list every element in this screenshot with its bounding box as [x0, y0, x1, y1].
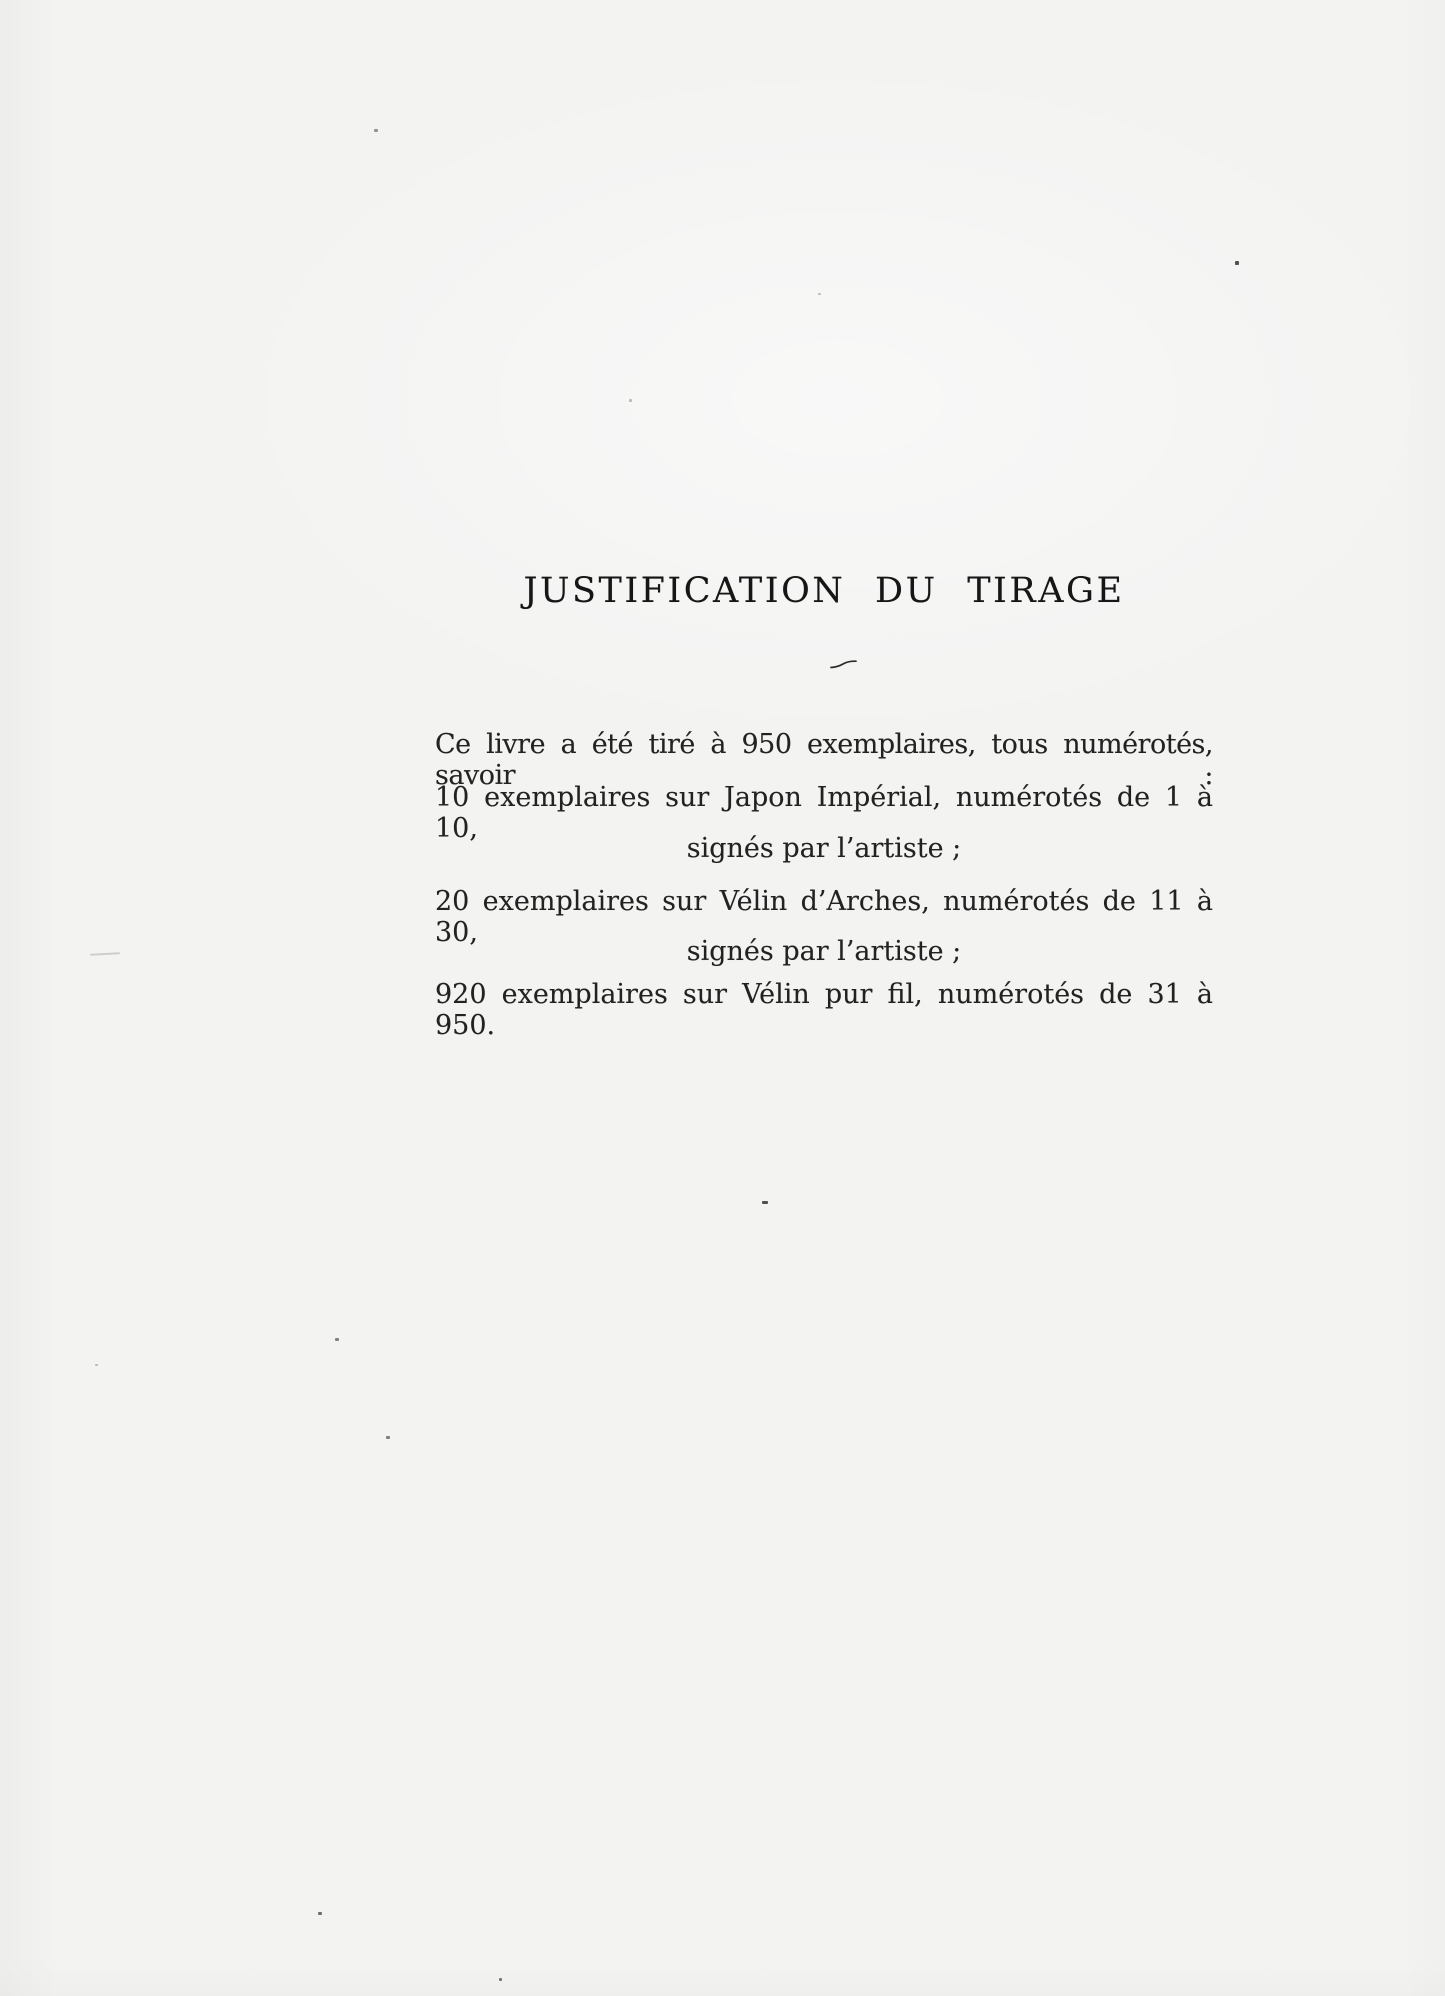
paper-speck	[374, 129, 378, 132]
paper-speck	[335, 1338, 339, 1341]
colophon-line: Ce livre a été tiré à 950 exemplaires, tous numérotés, savoir :	[435, 729, 1213, 791]
paper-speck	[629, 399, 632, 402]
colophon-line: 20 exemplaires sur Vélin d’Arches, numérotés de 11 à 30,	[435, 886, 1213, 948]
scan-artifact-dash	[90, 952, 120, 956]
colophon-line: 10 exemplaires sur Japon Impérial, numérotés de 1 à 10,	[435, 782, 1213, 844]
colophon-line: signés par l’artiste ;	[686, 936, 962, 967]
printer-ornament-dash-icon	[830, 658, 858, 670]
paper-speck	[95, 1364, 98, 1366]
paper-speck	[818, 293, 821, 295]
colophon-line: signés par l’artiste ;	[686, 833, 962, 864]
colophon-line: 920 exemplaires sur Vélin pur fil, numérotés de 31 à 950.	[435, 979, 1213, 1041]
paper-speck	[318, 1912, 322, 1915]
paper-speck	[1235, 261, 1239, 265]
colophon-title: JUSTIFICATION DU TIRAGE	[523, 571, 1125, 611]
paper-speck	[762, 1201, 768, 1204]
paper-speck	[499, 1978, 502, 1981]
paper-speck	[386, 1436, 390, 1439]
